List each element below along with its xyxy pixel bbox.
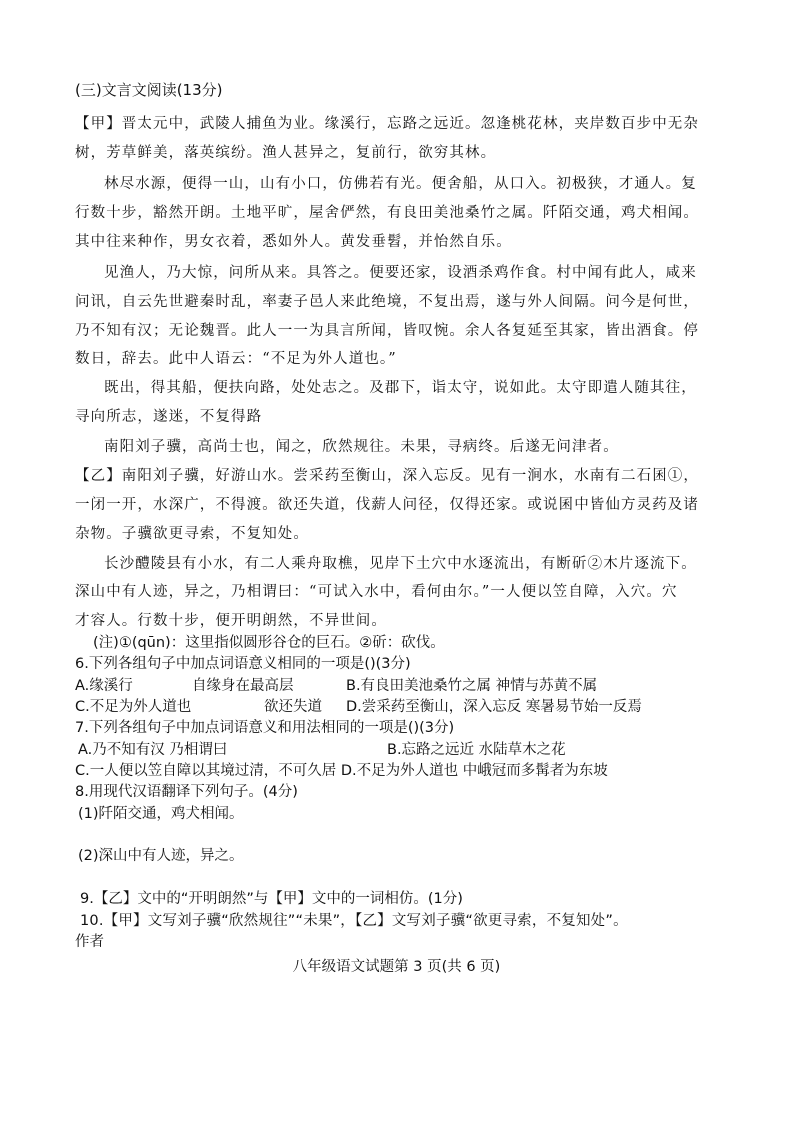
passage-b-line: 才容人。行数十步，便开明朗然，不异世间。 <box>75 613 387 629</box>
option-a: A.乃不知有汉 乃相谓曰 <box>78 742 228 758</box>
section-title: (三)文言文阅读(13分) <box>75 81 223 99</box>
passage-a-line: 其中往来种作，男女衣着，悉如外人。黄发垂髫，并怡然自乐。 <box>75 234 512 250</box>
option-c-d: C.一人便以笠自障以其境过清，不可久居 D.不足为外人道也 中峨冠而多髯者为东坡 <box>75 763 608 779</box>
passage-a-line: 南阳刘子骥，高尚士也，闻之，欣然规往。未果，寻病终。后遂无问津者。 <box>104 439 619 455</box>
passage-a-line: 乃不知有汉；无论魏晋。此人一一为具言所闻，皆叹惋。余人各复延至其家，皆出酒食。停 <box>75 323 699 339</box>
passage-a-line: 行数十步，豁然开朗。土地平旷，屋舍俨然，有良田美池桑竹之属。阡陌交通，鸡犬相闻。 <box>75 205 699 221</box>
question-stem: 6.下列各组句子中加点词语意义相同的一项是()(3分) <box>75 656 411 672</box>
passage-b-line: 【乙】南阳刘子骥，好游山水。尝采药至衡山，深入忘反。见有一涧水，水南有二石囷①， <box>75 468 699 484</box>
passage-b-line: 杂物。子骥欲更寻索，不复知处。 <box>75 526 309 542</box>
passage-a-line: 数日，辞去。此中人语云：“不足为外人道也。” <box>75 351 397 367</box>
option-d: D.尝采药至衡山，深入忘反 寒暑易节始一反焉 <box>346 699 642 715</box>
option-b: B.有良田美池桑竹之属 神情与苏黄不属 <box>346 678 598 694</box>
passage-a-line: 寻向所志，遂迷，不复得路 <box>75 409 263 425</box>
passage-b-line: 一闭一开，水深广，不得渡。欲还失道，伐薪人问径，仅得还家。或说囷中皆仙方灵药及诸 <box>75 497 699 513</box>
passage-b-line: 长沙醴陵县有小水，有二人乘舟取樵，见岸下土穴中水逐流出，有断斫②木片逐流下。 <box>104 556 697 572</box>
question-stem: 8.用现代汉语翻译下列句子。(4分) <box>75 784 298 800</box>
passage-b-line: 深山中有人迹，异之，乃相谓曰：“可试入水中，看何由尔。”一人便以笠自障，入穴。穴 <box>75 584 678 600</box>
option-b: B.忘路之远近 水陆草木之花 <box>387 742 566 758</box>
option-a: A.缘溪行 <box>75 678 133 694</box>
passage-a-line: 【甲】晋太元中，武陵人捕鱼为业。缘溪行，忘路之远近。忽逢桃花林，夹岸数百步中无杂 <box>75 116 699 132</box>
passage-a-line: 林尽水源，便得一山，山有小口，仿佛若有光。便舍船，从口入。初极狭，才通人。复 <box>104 176 697 192</box>
option-a-compare: 自缘身在最高层 <box>192 678 294 694</box>
question-10-line: 作者 <box>75 934 104 950</box>
passage-a-line: 见渔人，乃大惊，问所从来。具答之。便要还家，设酒杀鸡作食。村中闻有此人，咸来 <box>104 265 697 281</box>
option-c-compare: 欲还失道 <box>264 699 322 715</box>
passage-a-line: 问讯，自云先世避秦时乱，率妻子邑人来此绝境，不复出焉，遂与外人间隔。问今是何世， <box>75 294 699 310</box>
page-footer: 八年级语文试题第 3 页(共 6 页) <box>292 959 501 975</box>
question-9: 9.【乙】文中的“开明朗然”与【甲】文中的一词相仿。(1分) <box>80 891 463 907</box>
passage-a-line: 树，芳草鲜美，落英缤纷。渔人甚异之，复前行，欲穷其林。 <box>75 145 497 161</box>
option-c: C.不足为外人道也 <box>75 699 192 715</box>
question-10-line: 10.【甲】文写刘子骥“欣然规往”“未果”，【乙】文写刘子骥“欲更寻索，不复知处”。 <box>80 913 628 929</box>
annotation-note: (注)①(qūn)：这里指似圆形谷仓的巨石。②斫：砍伐。 <box>93 635 445 651</box>
translate-sentence-1: (1)阡陌交通，鸡犬相闻。 <box>78 806 244 822</box>
passage-a-line: 既出，得其船，便扶向路，处处志之。及郡下，诣太守，说如此。太守即遣人随其往， <box>104 380 697 396</box>
translate-sentence-2: (2)深山中有人迹，异之。 <box>78 848 244 864</box>
question-stem: 7.下列各组句子中加点词语意义和用法相同的一项是()(3分) <box>75 720 455 736</box>
